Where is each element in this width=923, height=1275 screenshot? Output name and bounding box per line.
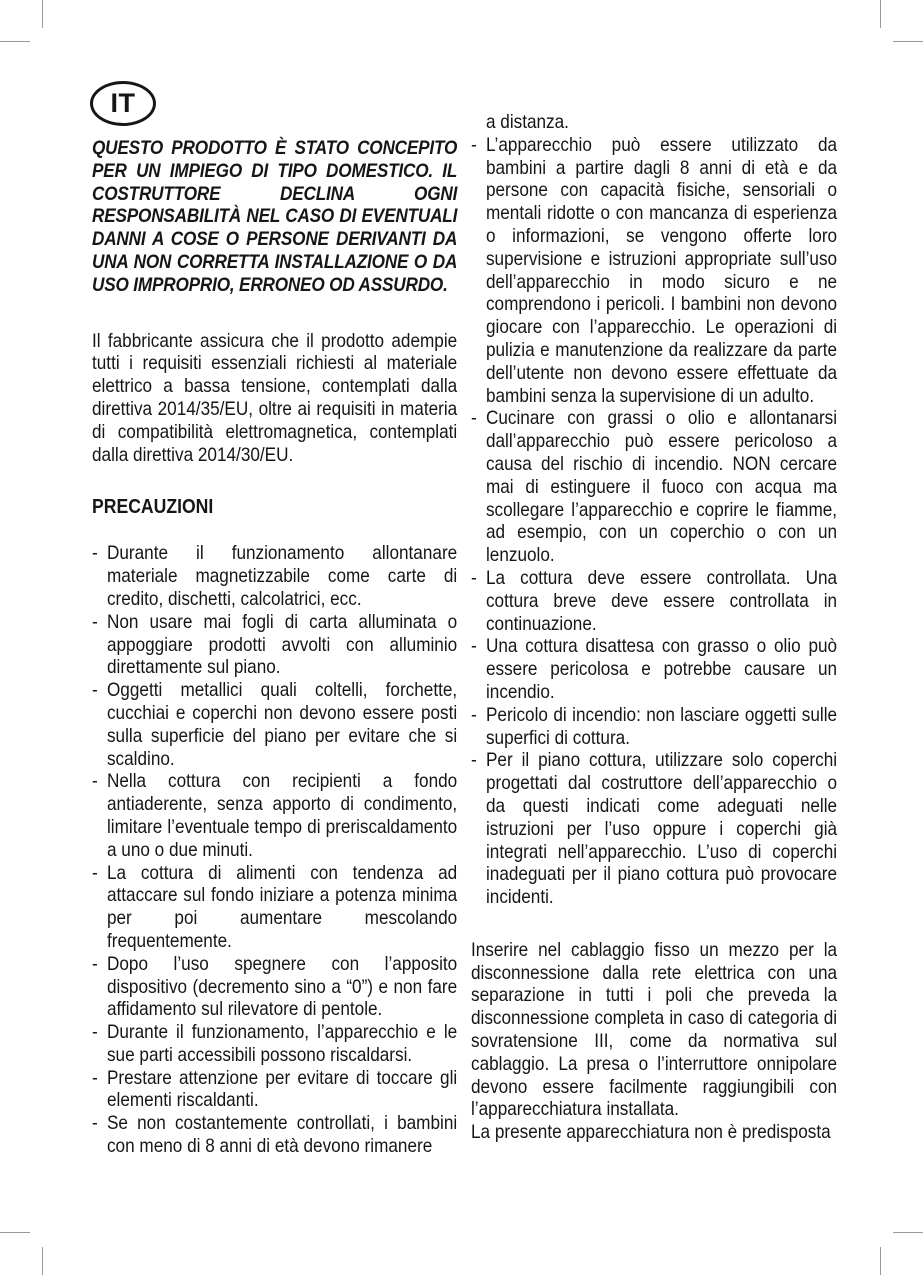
bullet-text: Oggetti metallici quali coltelli, forchette, cucchiai e coperchi non devono essere posti sulla superficie del piano per evitare che si scaldino. [106, 679, 458, 770]
crop-mark-top-right-vertical [880, 0, 881, 28]
left-column [92, 137, 457, 1158]
bullet-text: Dopo l’uso spegnere con l’apposito dispositivo (decremento sino a “0”) e non fare affidamento sul rilevatore di pentole. [106, 952, 458, 1021]
crop-mark-top-left-vertical [42, 0, 43, 28]
compliance-paragraph: Il fabbricante assicura che il prodotto adempie tutti i requisiti essenziali richiesti al materiale elettrico a bassa tensione, contemplati dalla direttiva 2014/35/EU, oltre ai requisiti in materia di compatibilità elettromagnetica, contemplati dalla direttiva 2014/30/EU. [92, 329, 458, 466]
right-column [471, 111, 837, 1144]
bullet-text: Durante il funzionamento, l’apparecchio e le sue parti accessibili possono riscaldarsi. [106, 1021, 458, 1066]
bullet-text: Per il piano cottura, utilizzare solo coperchi progettati dal costruttore dell’apparecchio o da questi indicati come adeguati nelle istruzioni per l’uso oppure i coperchi già integrati nell’apparecchio. L’uso di coperchi inadeguati per il piano cottura può provocare incidenti. [485, 749, 838, 909]
list-item [471, 704, 837, 750]
list-item [92, 862, 457, 953]
bullet-dash: - [92, 542, 98, 565]
bullet-dash: - [92, 1021, 98, 1044]
crop-mark-top-right-horizontal [893, 41, 923, 42]
bullet-dash: - [92, 861, 98, 884]
list-item [471, 749, 837, 909]
bullet-dash: - [92, 1112, 98, 1135]
list-item [92, 679, 457, 770]
list-item [471, 567, 837, 635]
crop-mark-bottom-right-vertical [880, 1247, 881, 1275]
bullet-text: Prestare attenzione per evitare di toccare gli elementi riscaldanti. [106, 1066, 458, 1112]
precautions-list-right [471, 134, 837, 909]
precautions-heading: PRECAUZIONI [92, 496, 214, 519]
bullet-text: La cottura deve essere controllata. Una cottura breve deve essere controllata in continuazione. [485, 566, 838, 635]
bullet-text: Pericolo di incendio: non lasciare oggetti sulle superfici di cottura. [485, 703, 838, 749]
list-item [92, 611, 457, 679]
bullet-text: Cucinare con grassi o olio e allontanarsi dall’apparecchio può essere pericoloso a causa del rischio di incendio. NON cercare mai di estinguere il fuoco con acqua ma scollegare l’apparecchio e coprire le fiamme, ad esempio, con un coperchio o con un lenzuolo. [485, 407, 838, 567]
bullet-text: La cottura di alimenti con tendenza ad attaccare sul fondo iniziare a potenza minima per poi aumentare mescolando frequentemente. [106, 861, 458, 952]
bullet-text: L’apparecchio può essere utilizzato da bambini a partire dagli 8 anni di età e da persone con capacità fisiche, sensoriali o mentali ridotte o con mancanza di esperienza o informazioni, se vengono offerte loro supervisione e istruzioni appropriate sull’uso dell’apparecchio in modo sicuro e ne comprendono i pericoli. I bambini non devono giocare con l’apparecchio. Le operazioni di pulizia e manutenzione da realizzare da parte dell’utente non devono essere effettuate da bambini senza la supervisione di un adulto. [485, 133, 838, 407]
bullet-text: Non usare mai fogli di carta alluminata o appoggiare prodotti avvolti con alluminio direttamente sul piano. [106, 610, 458, 679]
crop-mark-bottom-left-horizontal [0, 1232, 30, 1233]
bullet-dash: - [92, 952, 98, 975]
language-badge-label: IT [110, 88, 136, 118]
bullet-dash: - [92, 770, 98, 793]
list-item [92, 770, 457, 861]
bullet-text: Una cottura disattesa con grasso o olio può essere pericolosa e potrebbe causare un incendio. [485, 635, 838, 703]
list-item [471, 635, 837, 703]
list-item [92, 542, 457, 610]
intro-disclaimer: QUESTO PRODOTTO È STATO CONCEPITO PER UN IMPIEGO DI TIPO DOMESTICO. IL COSTRUTTORE DECLINA OGNI RESPONSABILITÀ NEL CASO DI EVENTUALI DANNI A COSE O PERSONE DERIVANTI DA UNA NON CORRETTA INSTALLAZIONE O DA USO IMPROPRIO, ERRONEO OD ASSURDO. [92, 137, 458, 296]
list-item [92, 1112, 457, 1158]
crop-mark-bottom-left-vertical [42, 1247, 43, 1275]
bullet-dash: - [471, 749, 477, 772]
list-item [92, 1021, 457, 1067]
continuation-line: a distanza. [485, 111, 569, 133]
bullet-dash: - [471, 407, 477, 430]
wiring-paragraph: Inserire nel cablaggio fisso un mezzo per la disconnessione dalla rete elettrica con una separazione in tutti i poli che preveda la disconnessione completa in caso di categoria di sovratensione III, come da normativa sul cablaggio. La presa o l’interruttore onnipolare devono essere facilmente raggiungibili con l’apparecchiatura installata. [471, 938, 838, 1121]
bullet-dash: - [92, 610, 98, 633]
crop-mark-bottom-right-horizontal [893, 1232, 923, 1233]
bullet-dash: - [471, 133, 477, 156]
bullet-text: Nella cottura con recipienti a fondo antiaderente, senza apporto di condimento, limitare l’eventuale tempo di preriscaldamento a uno o due minuti. [106, 770, 458, 861]
language-badge [90, 81, 156, 126]
bullet-dash: - [471, 635, 477, 658]
precautions-list-left [92, 542, 457, 1158]
bullet-dash: - [92, 1066, 98, 1089]
list-item [92, 953, 457, 1021]
bullet-dash: - [471, 566, 477, 589]
crop-mark-top-left-horizontal [0, 41, 30, 42]
bullet-dash: - [471, 703, 477, 726]
list-item [471, 407, 837, 567]
bullet-text: Durante il funzionamento allontanare materiale magnetizzabile come carte di credito, dischetti, calcolatrici, ecc. [106, 542, 458, 610]
list-item [92, 1067, 457, 1113]
trailing-line: La presente apparecchiatura non è predisposta [471, 1121, 831, 1144]
list-item [471, 134, 837, 408]
bullet-dash: - [92, 679, 98, 702]
bullet-text: Se non costantemente controllati, i bambini con meno di 8 anni di età devono rimanere [106, 1112, 458, 1158]
